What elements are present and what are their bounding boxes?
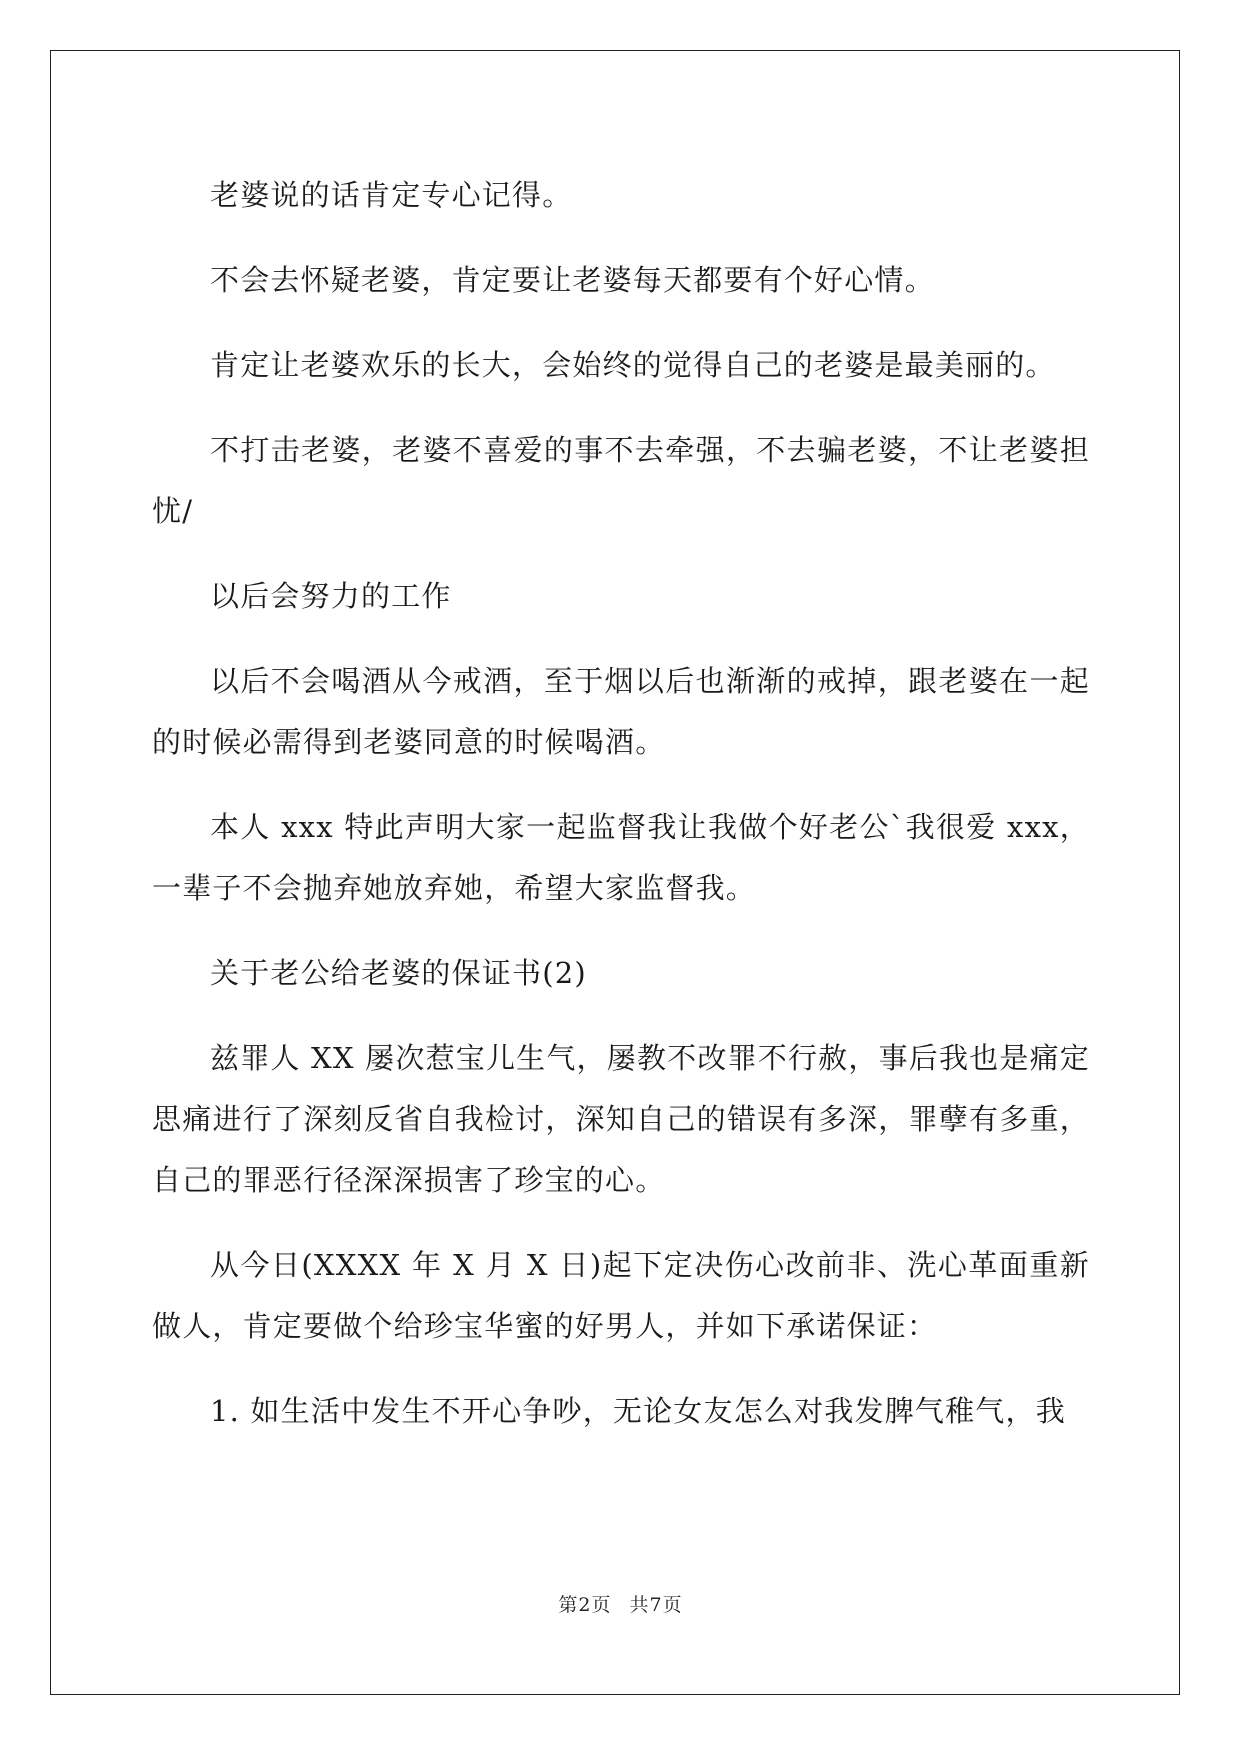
paragraph: 不会去怀疑老婆，肯定要让老婆每天都要有个好心情。 — [210, 263, 935, 297]
paragraph: 不打击老婆，老婆不喜爱的事不去牵强，不去骗老婆，不让老婆担忧/ — [152, 433, 1090, 528]
list-item: 1. 如生活中发生不开心争吵，无论女友怎么对我发脾气稚气，我 — [210, 1394, 1066, 1428]
section-heading: 关于老公给老婆的保证书(2) — [210, 956, 587, 990]
page-number-total: 共7页 — [629, 1594, 683, 1616]
paragraph: 以后会努力的工作 — [210, 579, 452, 613]
paragraph: 从今日(XXXX 年 X 月 X 日)起下定决伤心改前非、洗心革面重新做人，肯定要做个给珍宝华蜜的好男人，并如下承诺保证： — [152, 1248, 1090, 1343]
paragraph: 兹罪人 XX 屡次惹宝儿生气，屡教不改罪不行赦，事后我也是痛定思痛进行了深刻反省自我检讨，深知自己的错误有多深，罪孽有多重，自己的罪恶行径深深损害了珍宝的心。 — [152, 1041, 1090, 1197]
paragraph: 本人 xxx 特此声明大家一起监督我让我做个好老公`我很爱 xxx，一辈子不会抛弃她放弃她，希望大家监督我。 — [152, 810, 1090, 905]
paragraph: 肯定让老婆欢乐的长大，会始终的觉得自己的老婆是最美丽的。 — [210, 348, 1056, 382]
paragraph: 老婆说的话肯定专心记得。 — [210, 178, 573, 212]
document-body — [152, 165, 1090, 1442]
page-number-current: 第2页 — [558, 1594, 612, 1616]
page-footer — [0, 1590, 1241, 1617]
paragraph: 以后不会喝酒从今戒酒，至于烟以后也渐渐的戒掉，跟老婆在一起的时候必需得到老婆同意的时候喝酒。 — [152, 664, 1090, 759]
